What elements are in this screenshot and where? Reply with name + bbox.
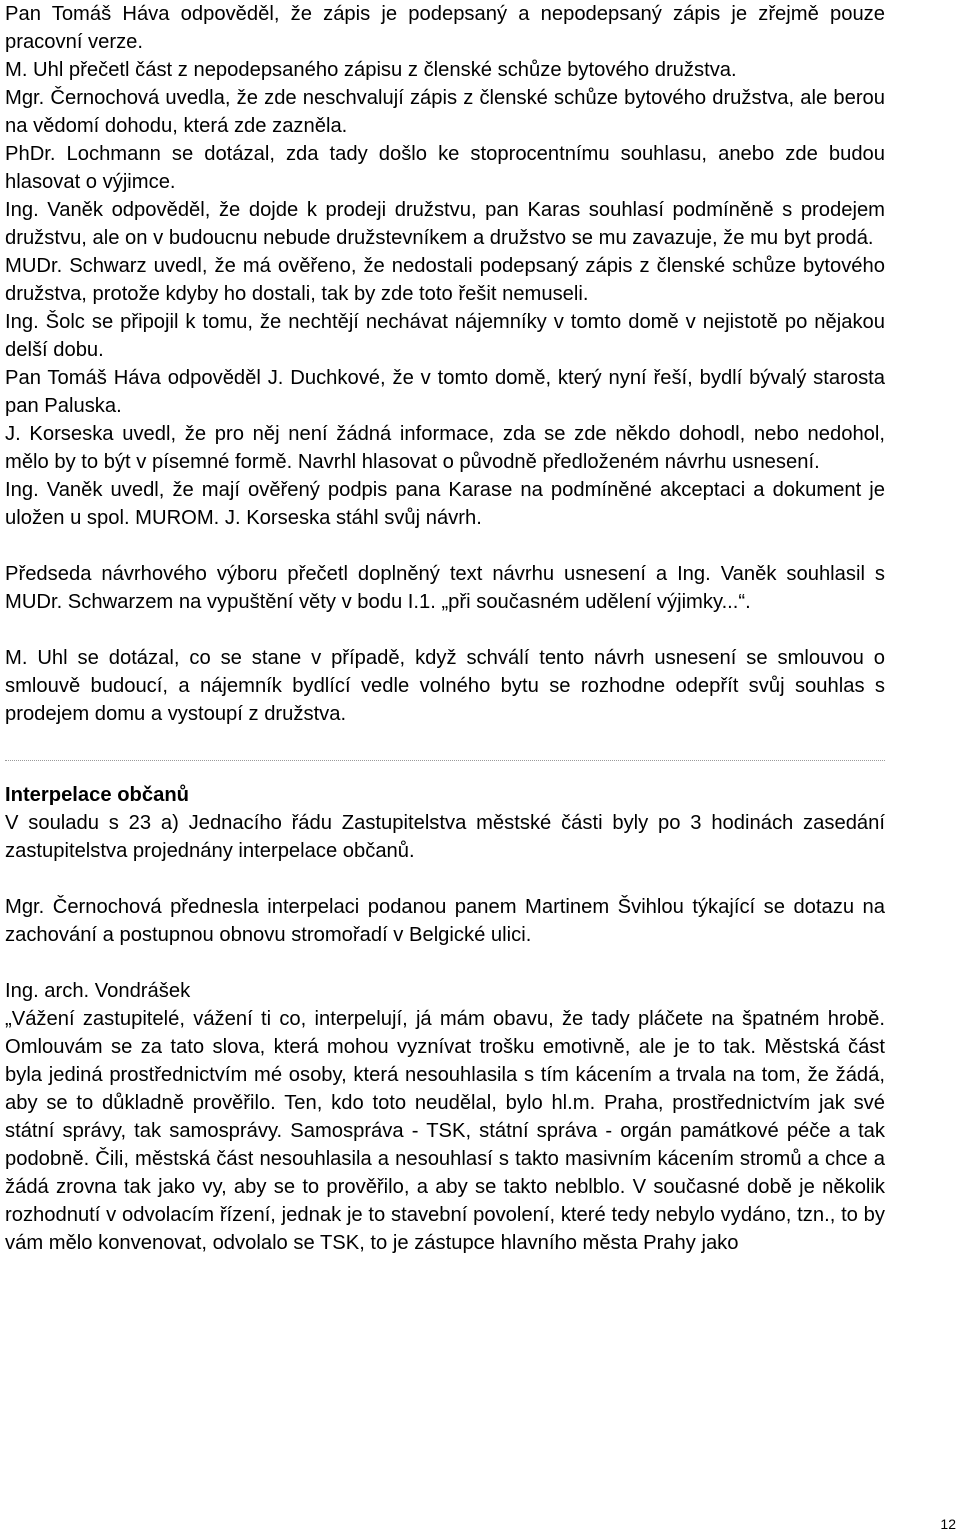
page-number: 12 xyxy=(940,1516,956,1532)
paragraph-vondrasek-quote: „Vážení zastupitelé, vážení ti co, interpelují, já mám obavu, že tady pláčete na špatném hrobě. Omlouvám se za tato slova, která mohou vyznívat trošku emotivně, ale je to tak. Městská část byla jediná prostřednictvím mé osoby, která nesouhlasila s tím kácením a trvala na tom, že žádá, aby se to důkladně prověřilo. Ten, kdo toto neudělal, bylo hl.m. Praha, prostřednictvím jak své státní správy, tak samosprávy. Samospráva - TSK, státní správa - orgán památkové péče a tak podobně. Čili, městská část nesouhlasila a nesouhlasí s takto masivním kácením stromů a chce a žádá zrovna tak jako vy, aby se to prověřilo, a aby se takto neblblo. V současné době je několik rozhodnutí v odvolacím řízení, jednak je to stavební povolení, které tedy nebylo vydáno, tzn., to by vám mělo konvenovat, odvolalo se TSK, to je zástupce hlavního města Prahy jako xyxy=(5,1008,885,1254)
blank-line xyxy=(5,532,885,560)
paragraph-schwarz: MUDr. Schwarz uvedl, že má ověřeno, že nedostali podepsaný zápis z členské schůze bytového družstva, protože kdyby ho dostali, tak by zde toto řešit nemuseli. xyxy=(5,255,885,305)
paragraph-solc: Ing. Šolc se připojil k tomu, že nechtějí nechávat nájemníky v tomto domě v nejistotě po nějakou delší dobu. xyxy=(5,311,885,361)
paragraph-lochmann: PhDr. Lochmann se dotázal, zda tady došlo ke stoprocentnímu souhlasu, anebo zde budou hlasovat o výjimce. xyxy=(5,143,885,193)
paragraph-vanek-signature: Ing. Vaněk uvedl, že mají ověřený podpis pana Karase na podmíněné akceptaci a dokument je uložen u spol. MUROM. J. Korseska stáhl svůj návrh. xyxy=(5,479,885,529)
blank-line xyxy=(5,865,885,893)
paragraph-cernochova: Mgr. Černochová uvedla, že zde neschvalují zápis z členské schůze bytového družstva, ale berou na vědomí dohodu, která zde zazněla. xyxy=(5,87,885,137)
blank-line xyxy=(5,949,885,977)
document-page xyxy=(5,0,885,1257)
paragraph-uhl-question: M. Uhl se dotázal, co se stane v případě, když schválí tento návrh usnesení se smlouvou o smlouvě budoucí, a nájemník bydlící vedle volného bytu se rozhodne odepřít svůj souhlas s prodejem domu a vystoupí z družstva. xyxy=(5,647,885,725)
paragraph-cernochova-interpelace: Mgr. Černochová přednesla interpelaci podanou panem Martinem Švihlou týkající se dotazu na zachování a postupnou obnovu stromořadí v Belgické ulici. xyxy=(5,896,885,946)
paragraph-interpelace-intro: V souladu s 23 a) Jednacího řádu Zastupitelstva městské části byly po 3 hodinách zasedání zastupitelstva projednány interpelace občanů. xyxy=(5,812,885,862)
paragraph-chair-statement: Předseda návrhového výboru přečetl doplněný text návrhu usnesení a Ing. Vaněk souhlasil s MUDr. Schwarzem na vypuštění věty v bodu I.1. „při současném udělení výjimky...“. xyxy=(5,563,885,613)
paragraph-korseska: J. Korseska uvedl, že pro něj není žádná informace, zda se zde někdo dohodl, nebo nedohol, mělo by to být v písemné formě. Navrhl hlasovat o původně předloženém návrhu usnesení. xyxy=(5,423,885,473)
paragraph-hava-duchkova: Pan Tomáš Háva odpověděl J. Duchkové, že v tomto domě, který nyní řeší, bydlí bývalý starosta pan Paluska. xyxy=(5,367,885,417)
paragraph-vanek-reply: Ing. Vaněk odpověděl, že dojde k prodeji družstvu, pan Karas souhlasí podmíněně s prodejem družstvu, ale on v budoucnu nebude družstevníkem a družstvo se mu zavazuje, že mu byt prodá. xyxy=(5,199,885,249)
paragraph-uhl-read: M. Uhl přečetl část z nepodepsaného zápisu z členské schůze bytového družstva. xyxy=(5,59,737,81)
section-heading: Interpelace občanů xyxy=(5,784,189,806)
section-divider xyxy=(5,760,885,761)
speaker-name: Ing. arch. Vondrášek xyxy=(5,980,191,1002)
blank-line xyxy=(5,616,885,644)
paragraph-hava-reply: Pan Tomáš Háva odpověděl, že zápis je podepsaný a nepodepsaný zápis je zřejmě pouze pracovní verze. xyxy=(5,3,885,53)
